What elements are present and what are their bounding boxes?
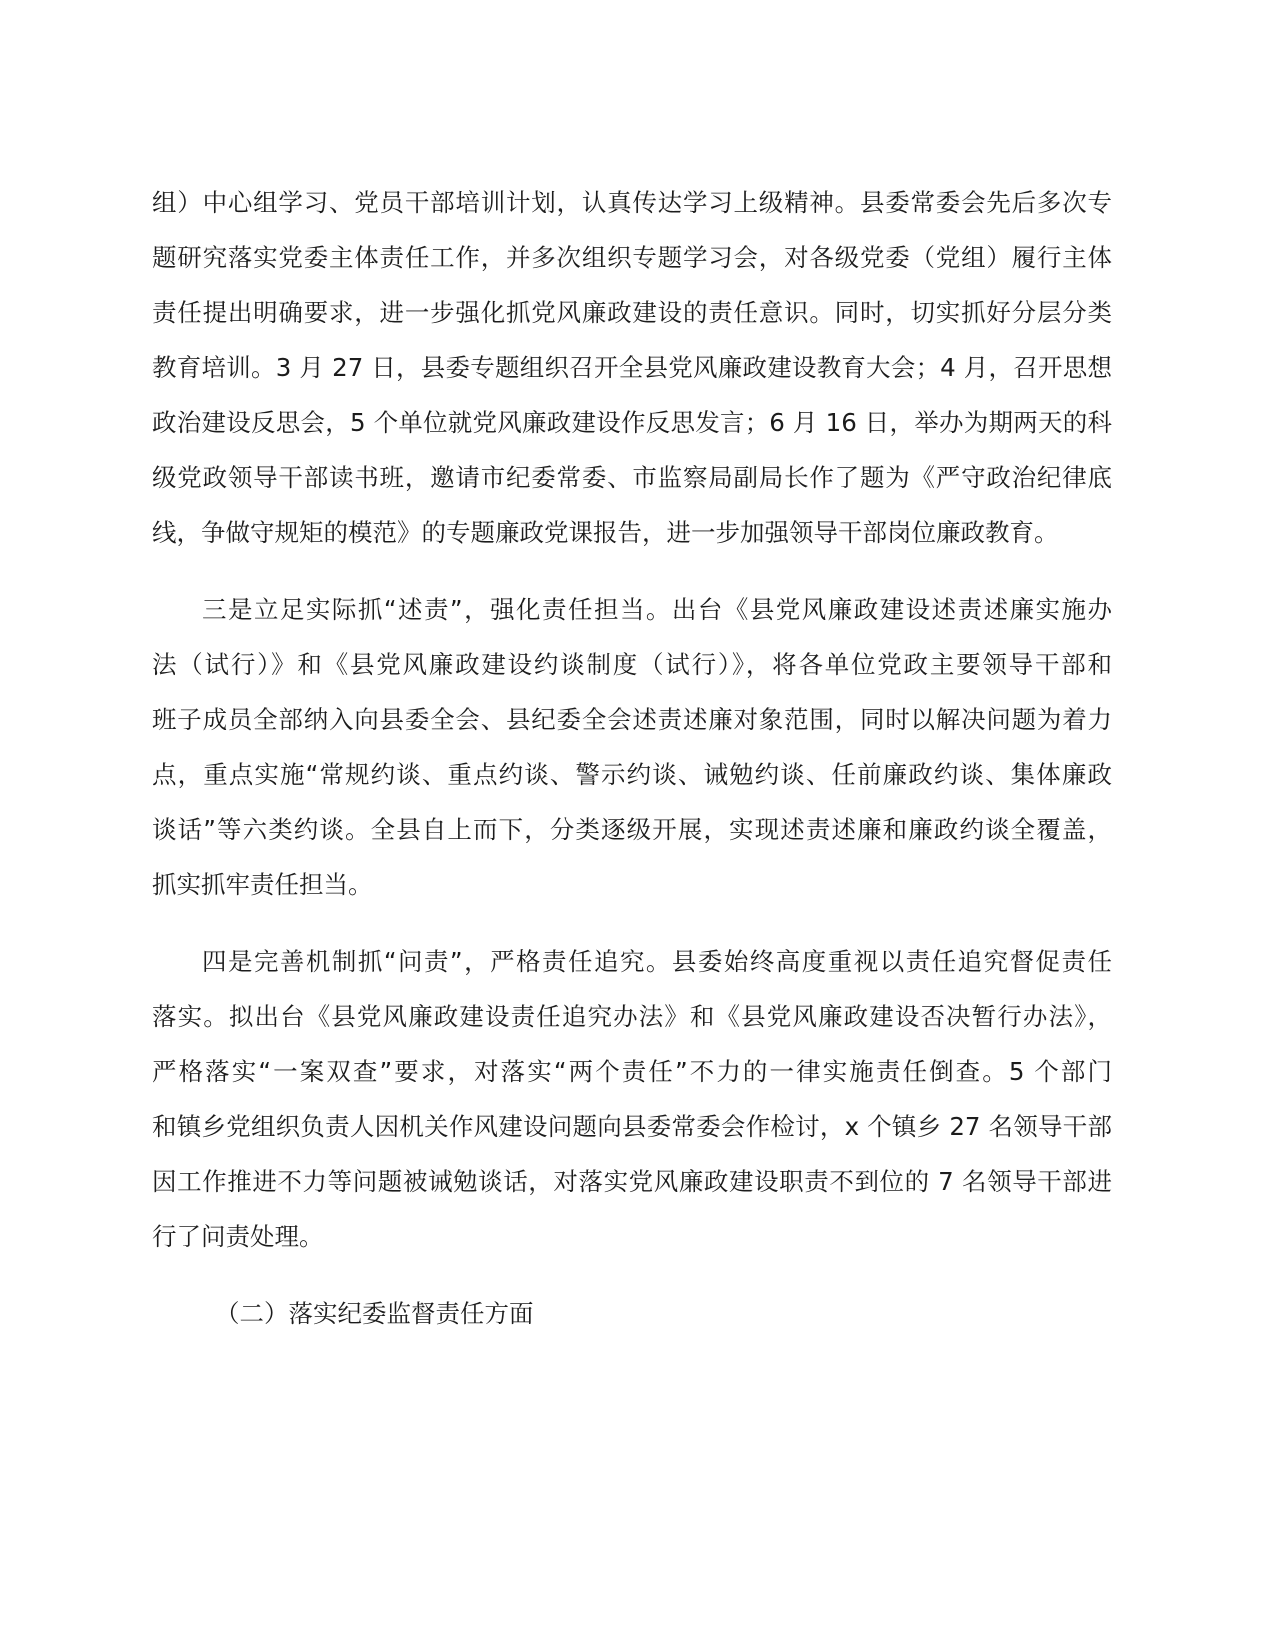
text-line: 严格落实“一案双查”要求，对落实“两个责任”不力的一律实施责任倒查。5 个部门 <box>152 1057 1112 1086</box>
text-line: 四是完善机制抓“问责”，严格责任追究。县委始终高度重视以责任追究督促责任 <box>202 947 1112 976</box>
text-line: 抓实抓牢责任担当。 <box>152 870 373 899</box>
text-line: 线，争做守规矩的模范》的专题廉政党课报告，进一步加强领导干部岗位廉政教育。 <box>152 518 1059 547</box>
text-line: 三是立足实际抓“述责”，强化责任担当。出台《县党风廉政建设述责述廉实施办 <box>202 595 1112 624</box>
text-line: 行了问责处理。 <box>152 1222 324 1251</box>
text-line: 教育培训。3 月 27 日，县委专题组织召开全县党风廉政建设教育大会；4 月，召开思想 <box>152 353 1112 382</box>
text-line: 点，重点实施“常规约谈、重点约谈、警示约谈、诫勉约谈、任前廉政约谈、集体廉政 <box>152 760 1112 789</box>
text-line: 级党政领导干部读书班，邀请市纪委常委、市监察局副局长作了题为《严守政治纪律底 <box>152 463 1112 492</box>
text-line: 谈话”等六类约谈。全县自上而下，分类逐级开展，实现述责述廉和廉政约谈全覆盖， <box>152 815 1112 844</box>
text-line: 和镇乡党组织负责人因机关作风建设问题向县委常委会作检讨，x 个镇乡 27 名领导干部 <box>152 1112 1112 1141</box>
text-line: 落实。拟出台《县党风廉政建设责任追究办法》和《县党风廉政建设否决暂行办法》， <box>152 1002 1112 1031</box>
text-line: 责任提出明确要求，进一步强化抓党风廉政建设的责任意识。同时，切实抓好分层分类 <box>152 298 1112 327</box>
text-line: 因工作推进不力等问题被诫勉谈话，对落实党风廉政建设职责不到位的 7 名领导干部进 <box>152 1167 1112 1196</box>
text-line: 班子成员全部纳入向县委全会、县纪委全会述责述廉对象范围，同时以解决问题为着力 <box>152 705 1112 734</box>
text-line: 题研究落实党委主体责任工作，并多次组织专题学习会，对各级党委（党组）履行主体 <box>152 243 1112 272</box>
text-line: 法（试行）》和《县党风廉政建设约谈制度（试行）》，将各单位党政主要领导干部和 <box>152 650 1112 679</box>
text-line: 政治建设反思会，5 个单位就党风廉政建设作反思发言；6 月 16 日，举办为期两天的科 <box>152 408 1112 437</box>
section-heading: （二）落实纪委监督责任方面 <box>215 1299 534 1328</box>
text-line: 组）中心组学习、党员干部培训计划，认真传达学习上级精神。县委常委会先后多次专 <box>152 188 1112 217</box>
